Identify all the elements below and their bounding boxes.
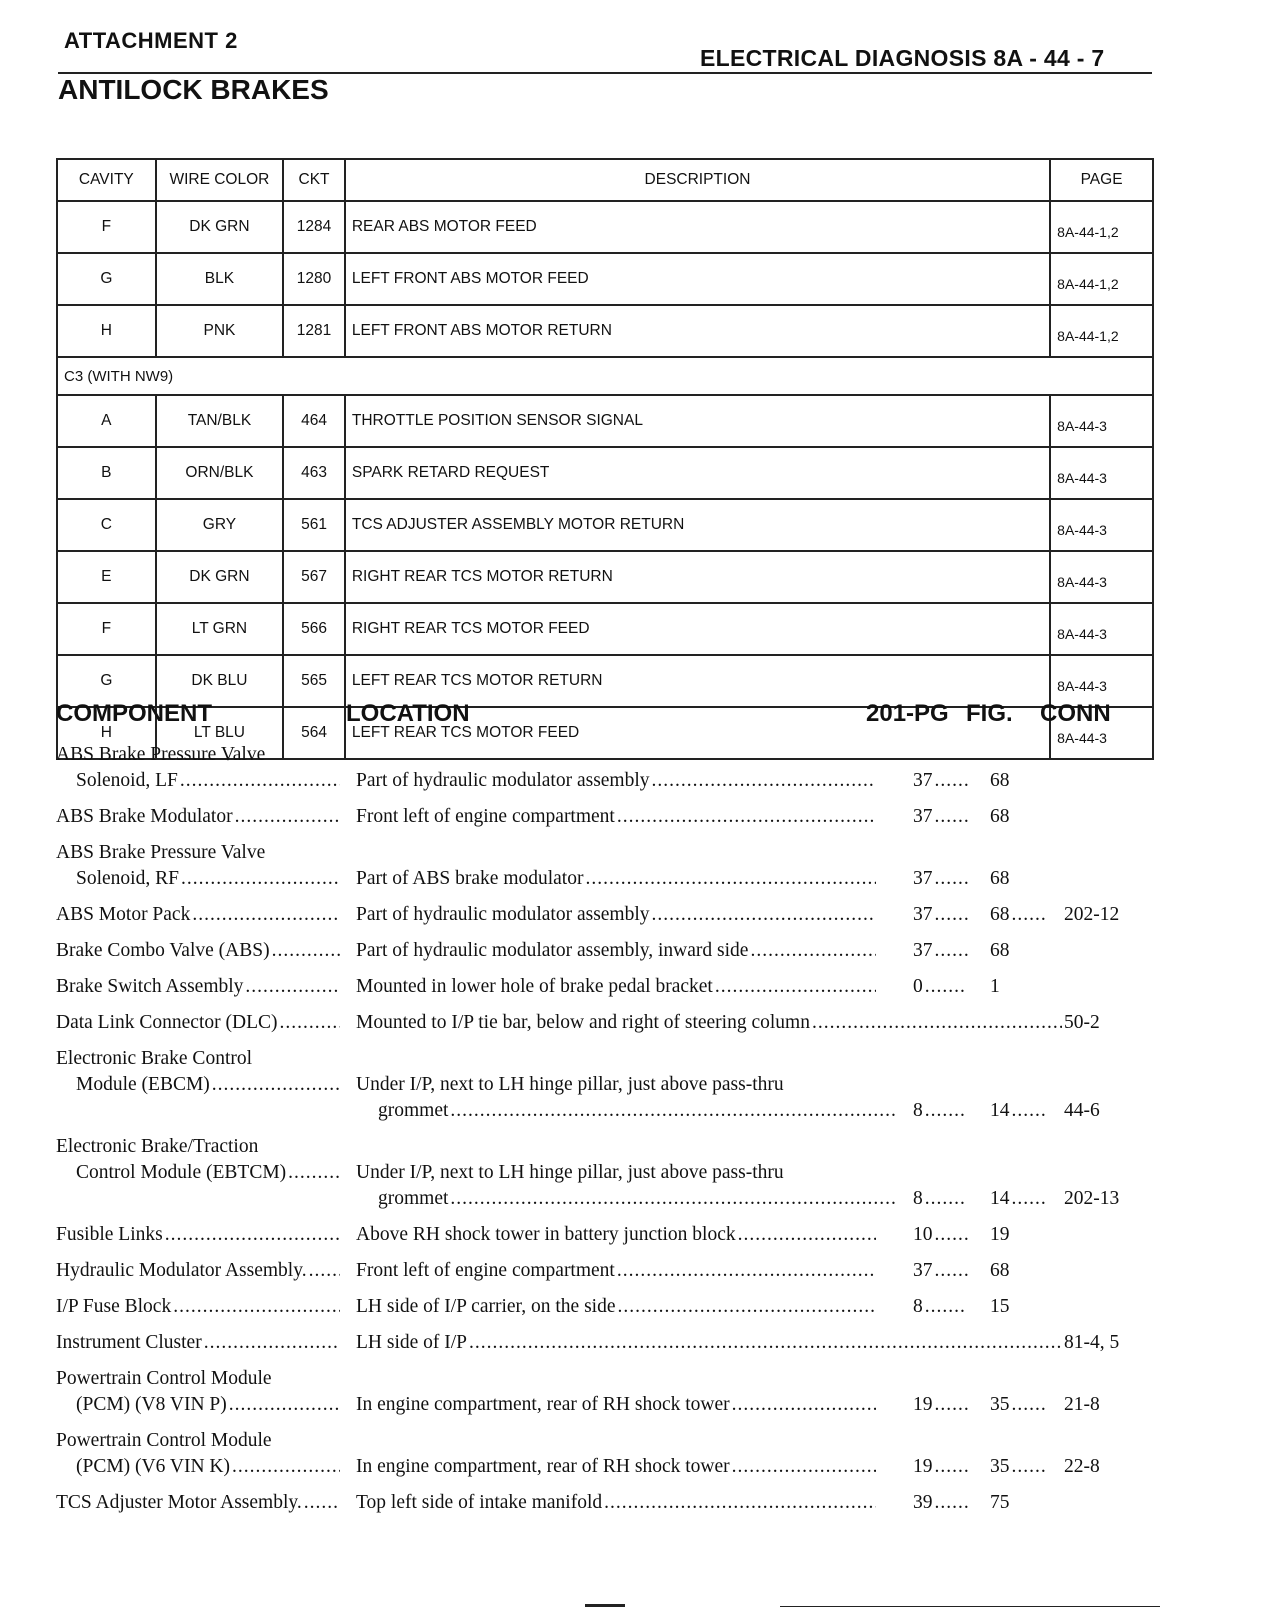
description-cell: LEFT FRONT ABS MOTOR FEED	[345, 253, 1050, 305]
location-line1	[356, 866, 876, 892]
location-line1	[356, 1294, 876, 1320]
conn-value: 22-8	[1064, 1456, 1100, 1477]
fig-value-leader	[1012, 902, 1047, 928]
component-name-line2-leader	[212, 1072, 340, 1098]
component-row	[56, 1222, 1166, 1248]
location-line1-text: In engine compartment, rear of RH shock tower	[356, 1456, 730, 1477]
cavity-cell: E	[57, 551, 156, 603]
connector-label: C3 (WITH NW9)	[57, 357, 1153, 395]
component-row	[56, 1366, 1166, 1418]
pg-value	[913, 1186, 969, 1212]
location-line1-leader	[732, 1454, 876, 1480]
fig-value	[990, 1454, 1046, 1480]
pg-value	[913, 866, 969, 892]
pg-value-text: 37	[913, 940, 933, 961]
cavity-cell: F	[57, 201, 156, 253]
component-name-line2-text: Control Module (EBTCM)	[76, 1162, 287, 1183]
table-row	[57, 499, 1153, 551]
location-line1-leader	[652, 768, 876, 794]
component-name-line2-leader	[232, 1454, 340, 1480]
location-line2	[356, 1098, 898, 1124]
pg-value	[913, 1392, 969, 1418]
component-name-line1-leader	[304, 1490, 340, 1516]
component-name-line1: ABS Brake Pressure Valve	[56, 744, 266, 765]
component-name-line1	[56, 1222, 340, 1248]
location-line1-text: Mounted in lower hole of brake pedal bracket	[356, 976, 713, 997]
component-row	[56, 902, 1166, 928]
location-line1-text: Front left of engine compartment	[356, 1260, 615, 1281]
component-row	[56, 1294, 1166, 1320]
component-name-line1	[56, 1010, 340, 1036]
component-name	[56, 1222, 340, 1248]
fig-value	[990, 1098, 1046, 1124]
location-line1-leader	[617, 804, 876, 830]
conn-heading: CONN	[1040, 700, 1111, 727]
component-name-line2	[56, 866, 340, 892]
component-row	[56, 742, 1166, 794]
fig-value: 68	[990, 1260, 1010, 1281]
component-name-line2-text: (PCM) (V6 VIN K)	[76, 1456, 231, 1477]
location-line1	[356, 1454, 876, 1480]
component-name-line1: Electronic Brake/Traction	[56, 1136, 259, 1157]
component-name	[56, 1428, 340, 1480]
component-name-line1	[56, 1294, 340, 1320]
component-name	[56, 804, 340, 830]
component-name-line1-text: Fusible Links	[56, 1224, 163, 1245]
col-header-description: DESCRIPTION	[345, 159, 1050, 201]
component-row	[56, 1258, 1166, 1284]
pg-value-text: 37	[913, 1260, 933, 1281]
pg-value-leader	[925, 1294, 965, 1320]
pg-value	[913, 1454, 969, 1480]
fig-value-text: 35	[990, 1456, 1010, 1477]
component-name-line1-leader	[192, 902, 340, 928]
wire-color-cell: DK GRN	[156, 201, 283, 253]
component-row	[56, 804, 1166, 830]
component-row	[56, 1134, 1166, 1212]
location-line1-text: Front left of engine compartment	[356, 806, 615, 827]
location-line1	[356, 1330, 1062, 1356]
ckt-cell: 464	[283, 395, 345, 447]
location-heading: LOCATION	[346, 700, 470, 727]
location-line2-leader	[450, 1186, 898, 1212]
component-name-line1: ABS Brake Pressure Valve	[56, 842, 266, 863]
pg-value	[913, 768, 969, 794]
table-row	[57, 253, 1153, 305]
location-line2	[356, 1186, 898, 1212]
component-name	[56, 938, 340, 964]
pg-value-text: 37	[913, 770, 933, 791]
location-text	[356, 1330, 1140, 1356]
wire-color-cell: LT GRN	[156, 603, 283, 655]
location-line1-text: LH side of I/P	[356, 1332, 468, 1353]
location-line1: Under I/P, next to LH hinge pillar, just above pass-thru	[356, 1074, 784, 1095]
component-name-line2-leader	[229, 1392, 340, 1418]
conn-value: 202-12	[1064, 904, 1120, 925]
location-line1-text: Above RH shock tower in battery junction block	[356, 1224, 736, 1245]
pg-value-leader	[925, 1186, 965, 1212]
location-line1	[356, 768, 876, 794]
connector-label-row	[57, 357, 1153, 395]
component-name-line2-text: Solenoid, LF	[76, 770, 178, 791]
ckt-cell: 567	[283, 551, 345, 603]
component-name-line1-leader	[204, 1330, 340, 1356]
page-cell: 8A-44-3	[1050, 447, 1153, 499]
page-cell: 8A-44-3	[1050, 707, 1153, 759]
page-cell: 8A-44-1,2	[1050, 305, 1153, 357]
location-line1	[356, 1010, 1062, 1036]
pg-value-text: 8	[913, 1100, 923, 1121]
description-cell: LEFT FRONT ABS MOTOR RETURN	[345, 305, 1050, 357]
ckt-cell: 561	[283, 499, 345, 551]
fig-value	[990, 1392, 1046, 1418]
pg-value-text: 37	[913, 868, 933, 889]
location-line2-text: grommet	[378, 1188, 449, 1209]
pg-value-leader	[935, 1454, 970, 1480]
component-name-line1-text: Brake Switch Assembly	[56, 976, 244, 997]
location-line1-text: Part of hydraulic modulator assembly	[356, 904, 650, 925]
component-name-line1-text: ABS Motor Pack	[56, 904, 191, 925]
pg-value-text: 8	[913, 1188, 923, 1209]
conn-value: 44-6	[1064, 1100, 1100, 1121]
component-name	[56, 902, 340, 928]
location-line1	[356, 804, 876, 830]
table-row	[57, 201, 1153, 253]
col-header-wire-color: WIRE COLOR	[156, 159, 283, 201]
component-row	[56, 1046, 1166, 1124]
component-name-line1-leader	[245, 974, 340, 1000]
page-cell: 8A-44-1,2	[1050, 253, 1153, 305]
ckt-cell: 564	[283, 707, 345, 759]
fig-value	[990, 902, 1046, 928]
page-title: ANTILOCK BRAKES	[58, 74, 329, 105]
wire-color-cell: BLK	[156, 253, 283, 305]
fig-value-leader	[1012, 1454, 1047, 1480]
footer-rule-long	[780, 1606, 1160, 1607]
table-row	[57, 447, 1153, 499]
fig-value: 19	[990, 1224, 1010, 1245]
component-name	[56, 1490, 340, 1516]
description-cell: TCS ADJUSTER ASSEMBLY MOTOR RETURN	[345, 499, 1050, 551]
component-name-line2	[56, 768, 340, 794]
cavity-cell: G	[57, 655, 156, 707]
location-line1-text: Part of ABS brake modulator	[356, 868, 584, 889]
component-row	[56, 1010, 1166, 1036]
location-line1-leader	[738, 1222, 876, 1248]
pg-value-text: 37	[913, 806, 933, 827]
fig-value: 15	[990, 1296, 1010, 1317]
component-name-line1-text: Brake Combo Valve (ABS)	[56, 940, 270, 961]
conn-value: 21-8	[1064, 1394, 1100, 1415]
component-name-line2-text: Module (EBCM)	[76, 1074, 210, 1095]
page-cell: 8A-44-3	[1050, 395, 1153, 447]
location-line1	[356, 938, 876, 964]
pg-value-text: 8	[913, 1296, 923, 1317]
component-name-line1	[56, 1490, 340, 1516]
cavity-cell: B	[57, 447, 156, 499]
component-name-line1-leader	[279, 1010, 340, 1036]
component-name-line1	[56, 938, 340, 964]
fig-value: 68	[990, 868, 1010, 889]
fig-value	[990, 1186, 1046, 1212]
component-row	[56, 1428, 1166, 1480]
location-line1	[356, 974, 876, 1000]
component-name-line1: Electronic Brake Control	[56, 1048, 253, 1069]
component-name-line1-leader	[309, 1258, 340, 1284]
description-cell: REAR ABS MOTOR FEED	[345, 201, 1050, 253]
description-cell: THROTTLE POSITION SENSOR SIGNAL	[345, 395, 1050, 447]
component-name-line1	[56, 1258, 340, 1284]
component-name-line2-text: (PCM) (V8 VIN P)	[76, 1394, 227, 1415]
component-name-line2-leader	[181, 866, 340, 892]
pg-value-leader	[935, 768, 970, 794]
page-cell: 8A-44-1,2	[1050, 201, 1153, 253]
pg-value-text: 37	[913, 904, 933, 925]
component-name	[56, 1294, 340, 1320]
description-cell: RIGHT REAR TCS MOTOR RETURN	[345, 551, 1050, 603]
component-name	[56, 1330, 340, 1356]
pg-value-text: 39	[913, 1492, 933, 1513]
component-name-line1-text: Data Link Connector (DLC)	[56, 1012, 278, 1033]
component-name	[56, 974, 340, 1000]
component-name	[56, 1046, 340, 1098]
pg-value-leader	[935, 866, 970, 892]
component-row	[56, 938, 1166, 964]
component-name	[56, 1366, 340, 1418]
component-name-line1-leader	[272, 938, 340, 964]
description-cell: LEFT REAR TCS MOTOR FEED	[345, 707, 1050, 759]
component-name-line1	[56, 804, 340, 830]
location-line1-leader	[652, 902, 876, 928]
cavity-cell: H	[57, 305, 156, 357]
pg-value-leader	[935, 1258, 970, 1284]
fig-value-text: 14	[990, 1188, 1010, 1209]
component-name-line1-text: Hydraulic Modulator Assembly.	[56, 1260, 307, 1281]
location-line1-leader	[585, 866, 876, 892]
component-name	[56, 840, 340, 892]
location-line1-text: Part of hydraulic modulator assembly, inward side	[356, 940, 749, 961]
conn-value: 81-4, 5	[1064, 1332, 1120, 1353]
pg-value-leader	[935, 1490, 970, 1516]
component-name-line1-leader	[173, 1294, 340, 1320]
pg-value	[913, 1222, 969, 1248]
fig-value-leader	[1012, 1186, 1047, 1212]
location-line1: Under I/P, next to LH hinge pillar, just above pass-thru	[356, 1162, 784, 1183]
location-line1	[356, 1258, 876, 1284]
pg-value-leader	[935, 1222, 970, 1248]
component-heading: COMPONENT	[56, 700, 212, 727]
pg-value-leader	[935, 1392, 970, 1418]
component-name-line2	[56, 1454, 340, 1480]
page-cell: 8A-44-3	[1050, 603, 1153, 655]
component-row	[56, 1330, 1166, 1356]
component-name	[56, 1010, 340, 1036]
location-line1-leader	[732, 1392, 876, 1418]
wire-color-cell: GRY	[156, 499, 283, 551]
fig-value: 68	[990, 770, 1010, 791]
ckt-cell: 1280	[283, 253, 345, 305]
connector-table-body	[57, 159, 1153, 759]
ckt-cell: 565	[283, 655, 345, 707]
component-name-line1-text: TCS Adjuster Motor Assembly.	[56, 1492, 302, 1513]
component-name-line2-leader	[180, 768, 340, 794]
page-cell: 8A-44-3	[1050, 655, 1153, 707]
wire-color-cell: DK BLU	[156, 655, 283, 707]
location-line1-leader	[618, 1294, 877, 1320]
wire-color-cell: TAN/BLK	[156, 395, 283, 447]
component-name-line2	[56, 1392, 340, 1418]
ckt-cell: 1284	[283, 201, 345, 253]
component-name-line1-leader	[235, 804, 340, 830]
wire-color-cell: DK GRN	[156, 551, 283, 603]
location-line1	[356, 1490, 876, 1516]
component-name-line2-leader	[288, 1160, 340, 1186]
component-name-line1-leader	[165, 1222, 340, 1248]
wire-color-cell: LT BLU	[156, 707, 283, 759]
component-name-line2-text: Solenoid, RF	[76, 868, 179, 889]
pg-value-text: 19	[913, 1394, 933, 1415]
cavity-cell: C	[57, 499, 156, 551]
location-line1-leader	[750, 938, 876, 964]
pg-value-text: 19	[913, 1456, 933, 1477]
cavity-cell: G	[57, 253, 156, 305]
table-header-row	[57, 159, 1153, 201]
component-name-line1: Powertrain Control Module	[56, 1368, 272, 1389]
description-cell: SPARK RETARD REQUEST	[345, 447, 1050, 499]
component-name-line1	[56, 902, 340, 928]
table-row	[57, 603, 1153, 655]
component-name-line1	[56, 974, 340, 1000]
fig-value: 68	[990, 940, 1010, 961]
component-name-line1-text: ABS Brake Modulator	[56, 806, 233, 827]
location-line1	[356, 902, 876, 928]
pg-value	[913, 804, 969, 830]
location-line2-text: grommet	[378, 1100, 449, 1121]
location-line1-leader	[469, 1330, 1062, 1356]
col-header-ckt: CKT	[283, 159, 345, 201]
pg-value	[913, 1294, 969, 1320]
location-line1	[356, 1392, 876, 1418]
component-name-line1: Powertrain Control Module	[56, 1430, 272, 1451]
table-row	[57, 395, 1153, 447]
cavity-cell: A	[57, 395, 156, 447]
pg-value	[913, 938, 969, 964]
conn-value: 202-13	[1064, 1188, 1120, 1209]
location-line2-leader	[450, 1098, 898, 1124]
pg-value-text: 0	[913, 976, 923, 997]
location-line1-text: Mounted to I/P tie bar, below and right of steering column	[356, 1012, 810, 1033]
col-header-cavity: CAVITY	[57, 159, 156, 201]
location-line1-leader	[617, 1258, 876, 1284]
location-line1-text: In engine compartment, rear of RH shock tower	[356, 1394, 730, 1415]
cavity-cell: H	[57, 707, 156, 759]
location-line1-text: Top left side of intake manifold	[356, 1492, 603, 1513]
pg-value-leader	[935, 902, 970, 928]
ckt-cell: 463	[283, 447, 345, 499]
connector-table	[56, 158, 1154, 760]
component-name	[56, 742, 340, 794]
component-name	[56, 1134, 340, 1186]
fig-heading: FIG.	[966, 700, 1013, 727]
col-header-page: PAGE	[1050, 159, 1153, 201]
conn-value: 50-2	[1064, 1012, 1100, 1033]
table-row	[57, 305, 1153, 357]
pg-value-leader	[925, 974, 965, 1000]
component-name-line1-text: Instrument Cluster	[56, 1332, 202, 1353]
component-row	[56, 974, 1166, 1000]
footer-rule-short	[585, 1604, 625, 1607]
fig-value: 75	[990, 1492, 1010, 1513]
pg-value-leader	[935, 938, 970, 964]
pg-value-text: 10	[913, 1224, 933, 1245]
pg-value	[913, 1258, 969, 1284]
component-name-line1	[56, 1330, 340, 1356]
component-row	[56, 840, 1166, 892]
pg-heading: 201-PG	[866, 700, 949, 727]
pg-value	[913, 1098, 969, 1124]
attachment-label: ATTACHMENT 2	[64, 28, 238, 53]
component-name-line2	[56, 1072, 340, 1098]
wire-color-cell: PNK	[156, 305, 283, 357]
pg-value	[913, 902, 969, 928]
section-code: ELECTRICAL DIAGNOSIS 8A - 44 - 7	[700, 45, 1105, 71]
component-name-line1-text: I/P Fuse Block	[56, 1296, 172, 1317]
cavity-cell: F	[57, 603, 156, 655]
fig-value-text: 14	[990, 1100, 1010, 1121]
wire-color-cell: ORN/BLK	[156, 447, 283, 499]
location-line1-text: Part of hydraulic modulator assembly	[356, 770, 650, 791]
location-line1-leader	[812, 1010, 1062, 1036]
page-cell: 8A-44-3	[1050, 499, 1153, 551]
fig-value-text: 68	[990, 904, 1010, 925]
description-cell: LEFT REAR TCS MOTOR RETURN	[345, 655, 1050, 707]
location-line1-leader	[604, 1490, 876, 1516]
fig-value: 68	[990, 806, 1010, 827]
component-name	[56, 1258, 340, 1284]
ckt-cell: 1281	[283, 305, 345, 357]
location-text	[356, 1010, 1140, 1036]
location-line1-leader	[715, 974, 876, 1000]
ckt-cell: 566	[283, 603, 345, 655]
pg-value	[913, 974, 969, 1000]
table-row	[57, 551, 1153, 603]
fig-value-leader	[1012, 1392, 1047, 1418]
pg-value-leader	[935, 804, 970, 830]
description-cell: RIGHT REAR TCS MOTOR FEED	[345, 603, 1050, 655]
component-row	[56, 1490, 1166, 1516]
page-cell: 8A-44-3	[1050, 551, 1153, 603]
fig-value: 1	[990, 976, 1000, 997]
location-line1	[356, 1222, 876, 1248]
fig-value-leader	[1012, 1098, 1047, 1124]
component-name-line2	[56, 1160, 340, 1186]
pg-value-leader	[925, 1098, 965, 1124]
location-line1-text: LH side of I/P carrier, on the side	[356, 1296, 616, 1317]
pg-value	[913, 1490, 969, 1516]
fig-value-text: 35	[990, 1394, 1010, 1415]
